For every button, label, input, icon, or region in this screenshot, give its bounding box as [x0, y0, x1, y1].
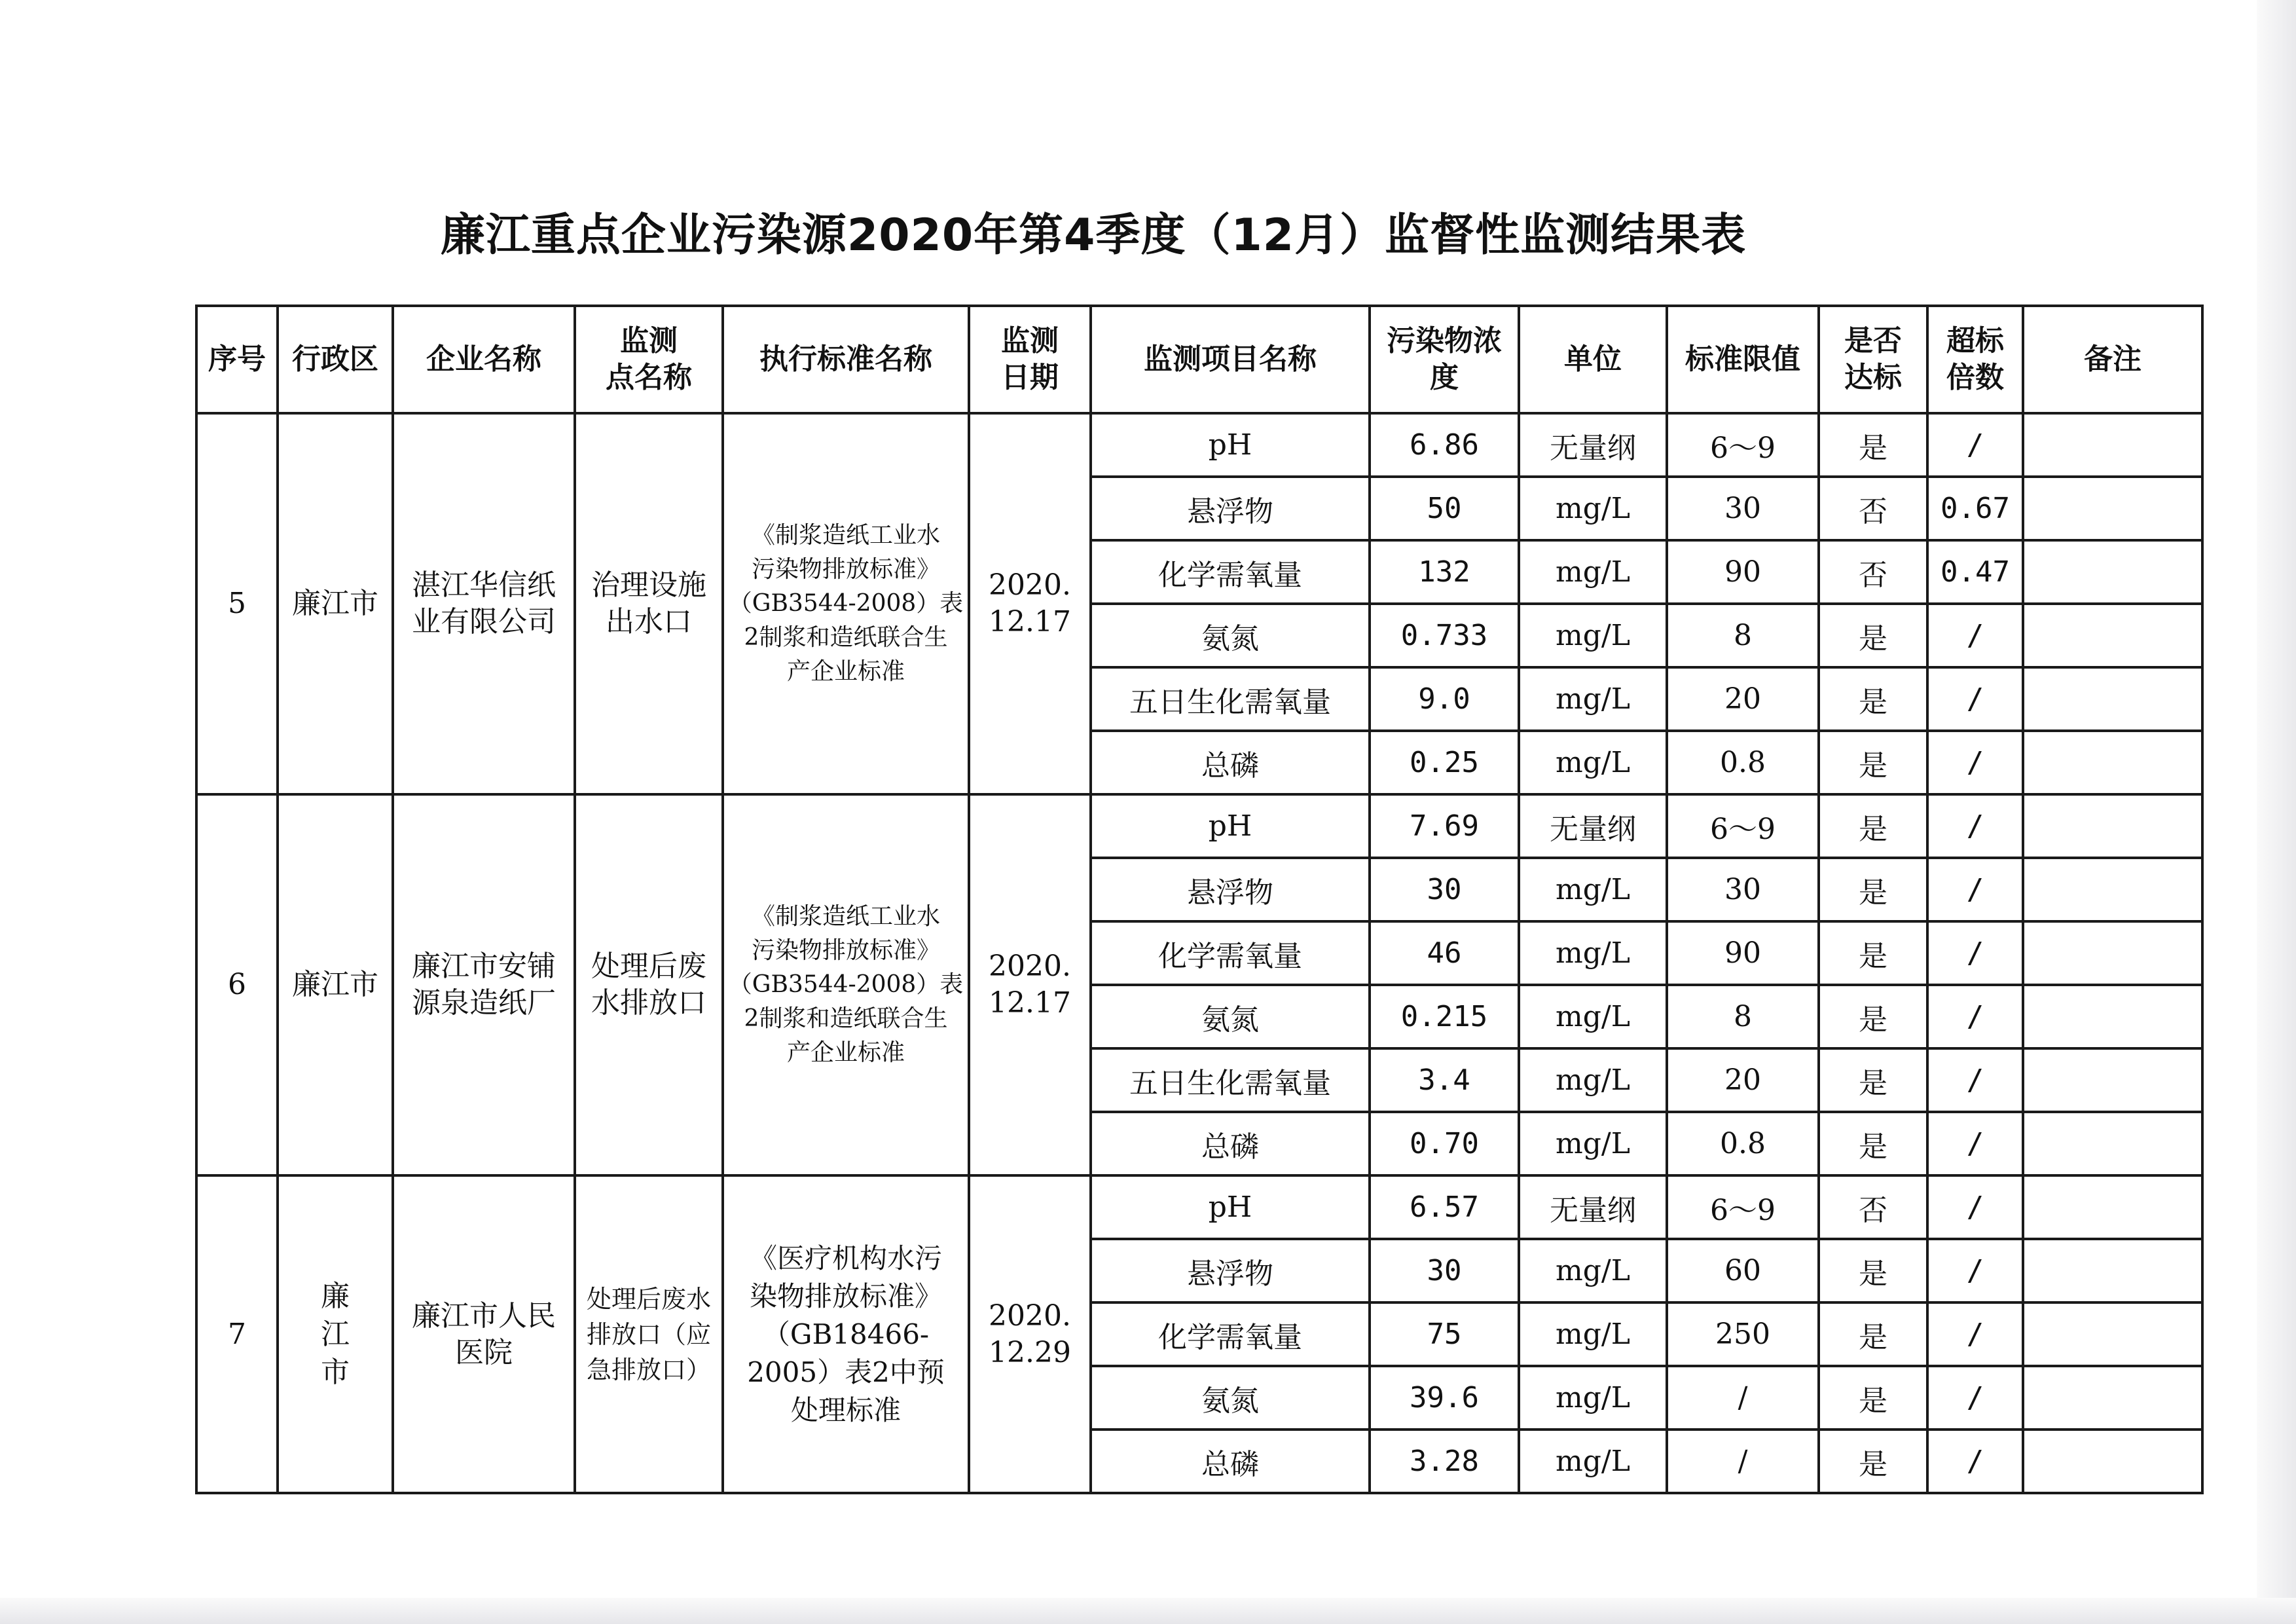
cell-item: 悬浮物 — [1091, 477, 1370, 540]
cell-concentration: 0.70 — [1370, 1112, 1519, 1175]
cell-remark — [2023, 731, 2202, 794]
cell-limit: 60 — [1667, 1239, 1819, 1302]
cell-item: pH — [1091, 794, 1370, 858]
cell-unit: 无量纲 — [1519, 413, 1667, 477]
cell-concentration: 39.6 — [1370, 1366, 1519, 1430]
cell-unit: mg/L — [1519, 667, 1667, 731]
cell-pass: 是 — [1819, 667, 1927, 731]
group-standard: 《制浆造纸工业水 污染物排放标准》 （GB3544-2008）表 2制浆和造纸联合生 产企业标准 — [723, 413, 969, 794]
cell-unit: mg/L — [1519, 540, 1667, 604]
cell-unit: mg/L — [1519, 921, 1667, 985]
cell-unit: mg/L — [1519, 1430, 1667, 1493]
cell-remark — [2023, 985, 2202, 1048]
cell-concentration: 0.25 — [1370, 731, 1519, 794]
cell-exceed: / — [1927, 1430, 2023, 1493]
cell-exceed: / — [1927, 1112, 2023, 1175]
cell-item: 氨氮 — [1091, 985, 1370, 1048]
cell-item: 悬浮物 — [1091, 858, 1370, 921]
cell-remark — [2023, 667, 2202, 731]
cell-limit: / — [1667, 1430, 1819, 1493]
cell-pass: 是 — [1819, 1112, 1927, 1175]
group-company: 廉江市安铺 源泉造纸厂 — [393, 794, 575, 1175]
table-row — [196, 413, 2202, 477]
group-standard: 《制浆造纸工业水 污染物排放标准》 （GB3544-2008）表 2制浆和造纸联合生 产企业标准 — [723, 794, 969, 1175]
cell-pass: 是 — [1819, 1048, 1927, 1112]
cell-limit: 0.8 — [1667, 731, 1819, 794]
cell-exceed: 0.47 — [1927, 540, 2023, 604]
cell-remark — [2023, 1239, 2202, 1302]
group-region: 廉江市 — [278, 413, 393, 794]
page-edge-shadow — [0, 1598, 2296, 1624]
cell-unit: 无量纲 — [1519, 1175, 1667, 1239]
cell-concentration: 30 — [1370, 1239, 1519, 1302]
cell-remark — [2023, 540, 2202, 604]
monitoring-results-table — [195, 304, 2204, 1494]
group-seq: 6 — [196, 794, 278, 1175]
table-row — [196, 794, 2202, 858]
cell-pass: 是 — [1819, 1366, 1927, 1430]
cell-pass: 是 — [1819, 794, 1927, 858]
cell-item: 化学需氧量 — [1091, 921, 1370, 985]
cell-concentration: 6.57 — [1370, 1175, 1519, 1239]
cell-pass: 是 — [1819, 731, 1927, 794]
cell-limit: 0.8 — [1667, 1112, 1819, 1175]
cell-unit: mg/L — [1519, 858, 1667, 921]
cell-unit: mg/L — [1519, 1302, 1667, 1366]
cell-exceed: / — [1927, 731, 2023, 794]
page-title: 廉江重点企业污染源2020年第4季度（12月）监督性监测结果表 — [440, 210, 1747, 261]
group-company: 湛江华信纸 业有限公司 — [393, 413, 575, 794]
cell-unit: mg/L — [1519, 1048, 1667, 1112]
cell-exceed: / — [1927, 667, 2023, 731]
header-company: 企业名称 — [393, 306, 575, 413]
cell-remark — [2023, 794, 2202, 858]
cell-unit: mg/L — [1519, 1366, 1667, 1430]
group-date: 2020. 12.17 — [969, 794, 1091, 1175]
group-site: 处理后废水 排放口（应 急排放口） — [575, 1175, 723, 1493]
header-exceed: 超标 倍数 — [1927, 306, 2023, 413]
group-seq: 5 — [196, 413, 278, 794]
cell-concentration: 50 — [1370, 477, 1519, 540]
cell-item: pH — [1091, 413, 1370, 477]
cell-unit: mg/L — [1519, 477, 1667, 540]
cell-limit: 20 — [1667, 1048, 1819, 1112]
cell-item: 氨氮 — [1091, 604, 1370, 667]
cell-pass: 是 — [1819, 604, 1927, 667]
cell-limit: 8 — [1667, 985, 1819, 1048]
header-standard: 执行标准名称 — [723, 306, 969, 413]
cell-pass: 否 — [1819, 540, 1927, 604]
cell-unit: 无量纲 — [1519, 794, 1667, 858]
cell-exceed: / — [1927, 1366, 2023, 1430]
header-limit: 标准限值 — [1667, 306, 1819, 413]
cell-concentration: 0.733 — [1370, 604, 1519, 667]
cell-remark — [2023, 1112, 2202, 1175]
cell-exceed: / — [1927, 921, 2023, 985]
cell-item: pH — [1091, 1175, 1370, 1239]
cell-exceed: 0.67 — [1927, 477, 2023, 540]
cell-exceed: / — [1927, 1239, 2023, 1302]
header-site: 监测 点名称 — [575, 306, 723, 413]
group-date: 2020. 12.17 — [969, 413, 1091, 794]
cell-remark — [2023, 1302, 2202, 1366]
cell-pass: 是 — [1819, 985, 1927, 1048]
cell-limit: 90 — [1667, 921, 1819, 985]
cell-remark — [2023, 858, 2202, 921]
header-remark: 备注 — [2023, 306, 2202, 413]
cell-item: 五日生化需氧量 — [1091, 667, 1370, 731]
cell-pass: 是 — [1819, 921, 1927, 985]
cell-pass: 是 — [1819, 413, 1927, 477]
cell-concentration: 6.86 — [1370, 413, 1519, 477]
cell-concentration: 3.4 — [1370, 1048, 1519, 1112]
cell-concentration: 0.215 — [1370, 985, 1519, 1048]
group-site: 处理后废 水排放口 — [575, 794, 723, 1175]
cell-exceed: / — [1927, 1175, 2023, 1239]
cell-pass: 否 — [1819, 477, 1927, 540]
cell-concentration: 3.28 — [1370, 1430, 1519, 1493]
cell-limit: 30 — [1667, 858, 1819, 921]
cell-remark — [2023, 477, 2202, 540]
cell-concentration: 7.69 — [1370, 794, 1519, 858]
table-header-row — [196, 306, 2202, 413]
cell-unit: mg/L — [1519, 1112, 1667, 1175]
cell-exceed: / — [1927, 1048, 2023, 1112]
header-seq: 序号 — [196, 306, 278, 413]
cell-limit: 6～9 — [1667, 1175, 1819, 1239]
cell-remark — [2023, 1048, 2202, 1112]
cell-item: 氨氮 — [1091, 1366, 1370, 1430]
cell-item: 总磷 — [1091, 1112, 1370, 1175]
cell-concentration: 46 — [1370, 921, 1519, 985]
cell-unit: mg/L — [1519, 731, 1667, 794]
cell-concentration: 75 — [1370, 1302, 1519, 1366]
cell-pass: 是 — [1819, 858, 1927, 921]
group-region: 廉 江 市 — [278, 1175, 393, 1493]
cell-item: 悬浮物 — [1091, 1239, 1370, 1302]
header-unit: 单位 — [1519, 306, 1667, 413]
group-region: 廉江市 — [278, 794, 393, 1175]
cell-remark — [2023, 921, 2202, 985]
cell-pass: 是 — [1819, 1239, 1927, 1302]
cell-concentration: 132 — [1370, 540, 1519, 604]
cell-limit: 250 — [1667, 1302, 1819, 1366]
cell-exceed: / — [1927, 794, 2023, 858]
cell-exceed: / — [1927, 413, 2023, 477]
cell-remark — [2023, 413, 2202, 477]
cell-unit: mg/L — [1519, 985, 1667, 1048]
cell-remark — [2023, 1366, 2202, 1430]
group-company: 廉江市人民 医院 — [393, 1175, 575, 1493]
header-region: 行政区 — [278, 306, 393, 413]
cell-exceed: / — [1927, 604, 2023, 667]
cell-pass: 是 — [1819, 1302, 1927, 1366]
group-site: 治理设施 出水口 — [575, 413, 723, 794]
cell-limit: / — [1667, 1366, 1819, 1430]
header-item: 监测项目名称 — [1091, 306, 1370, 413]
cell-item: 化学需氧量 — [1091, 540, 1370, 604]
page-edge-shadow — [2257, 0, 2296, 1624]
header-concentration: 污染物浓 度 — [1370, 306, 1519, 413]
cell-unit: mg/L — [1519, 1239, 1667, 1302]
cell-limit: 30 — [1667, 477, 1819, 540]
cell-remark — [2023, 1430, 2202, 1493]
cell-limit: 20 — [1667, 667, 1819, 731]
cell-pass: 是 — [1819, 1430, 1927, 1493]
cell-unit: mg/L — [1519, 604, 1667, 667]
group-standard: 《医疗机构水污 染物排放标准》 （GB18466- 2005）表2中预 处理标准 — [723, 1175, 969, 1493]
cell-limit: 6～9 — [1667, 413, 1819, 477]
cell-exceed: / — [1927, 1302, 2023, 1366]
cell-exceed: / — [1927, 985, 2023, 1048]
cell-item: 化学需氧量 — [1091, 1302, 1370, 1366]
cell-concentration: 9.0 — [1370, 667, 1519, 731]
cell-pass: 否 — [1819, 1175, 1927, 1239]
cell-exceed: / — [1927, 858, 2023, 921]
table-row — [196, 1175, 2202, 1239]
header-date: 监测 日期 — [969, 306, 1091, 413]
cell-item: 总磷 — [1091, 1430, 1370, 1493]
group-seq: 7 — [196, 1175, 278, 1493]
cell-limit: 6～9 — [1667, 794, 1819, 858]
cell-limit: 8 — [1667, 604, 1819, 667]
cell-limit: 90 — [1667, 540, 1819, 604]
cell-item: 总磷 — [1091, 731, 1370, 794]
cell-item: 五日生化需氧量 — [1091, 1048, 1370, 1112]
cell-concentration: 30 — [1370, 858, 1519, 921]
group-date: 2020. 12.29 — [969, 1175, 1091, 1493]
cell-remark — [2023, 1175, 2202, 1239]
header-pass: 是否 达标 — [1819, 306, 1927, 413]
cell-remark — [2023, 604, 2202, 667]
